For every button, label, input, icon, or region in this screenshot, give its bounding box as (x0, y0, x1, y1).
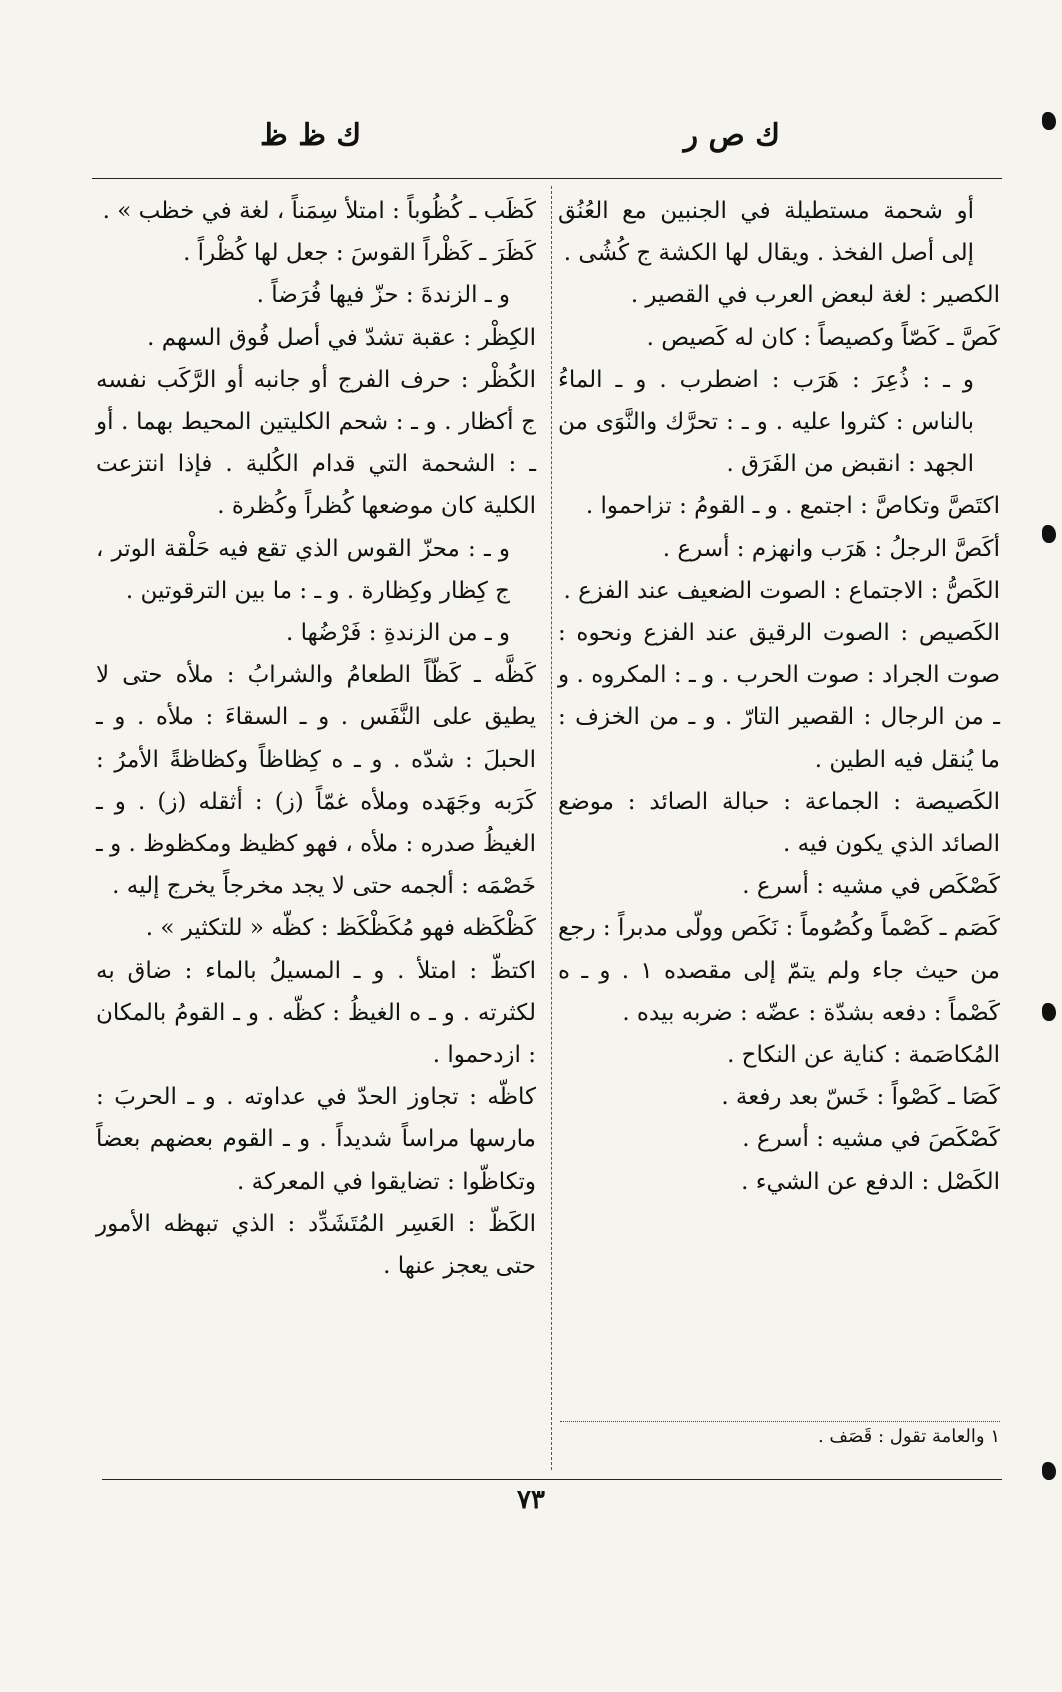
dictionary-entry: كَصَّ ـ كَصّاً وكصيصاً : كان له كَصيص . (646, 324, 1000, 351)
dictionary-entry: و ـ : ذُعِرَ : هَرَب : اضطرب . و ـ الماءُ بالناس : كثروا عليه . و ـ : تحرَّك والنَّوَى من الجهد : انقبض من الفَرَق . (558, 366, 974, 478)
header-rule (92, 178, 1002, 179)
dictionary-entry: الكَصْل : الدفع عن الشيء . (741, 1168, 1000, 1195)
dictionary-entry: كَظَب ـ كُظُوباً : امتلأ سِمَناً ، لغة في خظب » . (102, 198, 536, 224)
dictionary-entry: الكَصُّ : الاجتماع : الصوت الضعيف عند الفزع . (563, 577, 1000, 604)
dictionary-entry: و ـ : محزّ القوس الذي تقع فيه حَلْقة الوتر ، ج كِظار وكِظارة . و ـ : ما بين الترقوتين . (96, 535, 510, 604)
dictionary-entry: كاظّه : تجاوز الحدّ في عداوته . و ـ الحربَ : مارسها مراساً شديداً . و ـ القوم بعضهم بعضاً وتكاظّوا : تضايقوا في المعركة . (96, 1084, 536, 1195)
dictionary-entry: الكَصيصة : الجماعة : حبالة الصائد : موضع الصائد الذي يكون فيه . (558, 788, 1000, 858)
header-left-root: ك ظ ظ (260, 118, 362, 153)
page-number: ٧٣ (517, 1485, 545, 1515)
page-header (90, 118, 1000, 168)
dictionary-entry: المُكاصَمة : كناية عن النكاح . (727, 1042, 1000, 1069)
dictionary-entry: أو شحمة مستطيلة في الجنبين مع العُنُق إلى أصل الفخذ . ويقال لها الكشة ج كُشُى . (558, 198, 974, 267)
footnote-rule (560, 1421, 1000, 1422)
dictionary-entry: كَصْكَصَ في مشيه : أسرع . (742, 1126, 1000, 1153)
right-column (558, 190, 1000, 1203)
dictionary-entry: كَظَرَ ـ كَظْراً القوسَ : جعل لها كُظْراً . (183, 240, 536, 267)
dictionary-entry: كَصَا ـ كَصْواً : خَسّ بعد رفعة . (721, 1084, 1000, 1111)
dictionary-entry: و ـ الزندةَ : حزّ فيها فُرَضاً . (256, 282, 510, 309)
dictionary-entry: اكتَصَّ وتكاصَّ : اجتمع . و ـ القومُ : تزاحموا . (585, 493, 1000, 520)
dictionary-entry: الكَظّ : العَسِر المُتَشَدِّد : الذي تبهظه الأمور حتى يعجز عنها . (96, 1210, 536, 1280)
footnote: ١ والعامة تقول : قَصَف . (817, 1426, 1000, 1447)
binding-mark (1042, 1003, 1056, 1021)
left-column (96, 190, 536, 1287)
header-right-root: ك ص ر (683, 118, 780, 153)
dictionary-entry: الكصير : لغة لبعض العرب في القصير . (630, 282, 1000, 309)
dictionary-entry: و ـ من الزندةِ : فَرْضُها . (285, 620, 510, 647)
dictionary-entry: الكِظْر : عقبة تشدّ في أصل فُوق السهم . (147, 324, 536, 351)
footer-rule (102, 1479, 1002, 1480)
dictionary-entry: كَصَم ـ كَصْماً وكُصُوماً : نَكَص وولّى مدبراً : رجع من حيث جاء ولم يتمّ إلى مقصده ١ . و ـ ه كَصْماً : دفعه بشدّة : عضّه : ضربه بيده . (558, 915, 1001, 1026)
binding-mark (1042, 1462, 1056, 1480)
dictionary-entry: اكتظّ : امتلأ . و ـ المسيلُ بالماء : ضاق به لكثرته . و ـ ه الغيظُ : كظّه . و ـ القومُ بالمكان : ازدحموا . (96, 957, 536, 1069)
binding-mark (1042, 525, 1056, 543)
dictionary-entry: الكَصيص : الصوت الرقيق عند الفزع ونحوه : صوت الجراد : صوت الحرب . و ـ : المكروه . و ـ من الرجال : القصير التارّ . و ـ من الخزف : ما يُنقل فيه الطين . (558, 620, 1000, 773)
dictionary-entry: أكَصَّ الرجلُ : هَرَب وانهزم : أسرع . (662, 535, 1000, 562)
dictionary-entry: كَظْكَظه فهو مُكَظْكَظ : كظّه « للتكثير » . (145, 915, 536, 942)
column-divider (551, 186, 552, 1470)
dictionary-entry: الكُظْر : حرف الفرج أو جانبه أو الرَّكَب نفسه ج أكظار . و ـ : شحم الكليتين المحيط بهما . أو ـ : الشحمة التي قدام الكُلية . فإذا انتزعت الكلية كان موضعها كُظراً وكُظرة . (96, 366, 536, 520)
dictionary-entry: كَظَّه ـ كَظّاً الطعامُ والشرابُ : ملأه حتى لا يطيق على النَّفَس . و ـ السقاءَ : ملأه . و ـ الحبلَ : شدّه . و ـ ه كِظاظاً وكظاظةً الأمرُ : كَرَبه وجَهَده وملأه غمّاً (ز) : أثقله (ز) . و ـ الغيظُ صدره : ملأه ، فهو كظيظ ومكظوظ . و ـ خَصْمَه : ألجمه حتى لا يجد مخرجاً يخرج إليه . (96, 662, 536, 900)
binding-mark (1042, 112, 1056, 130)
dictionary-entry: كَصْكَص في مشيه : أسرع . (742, 873, 1000, 900)
